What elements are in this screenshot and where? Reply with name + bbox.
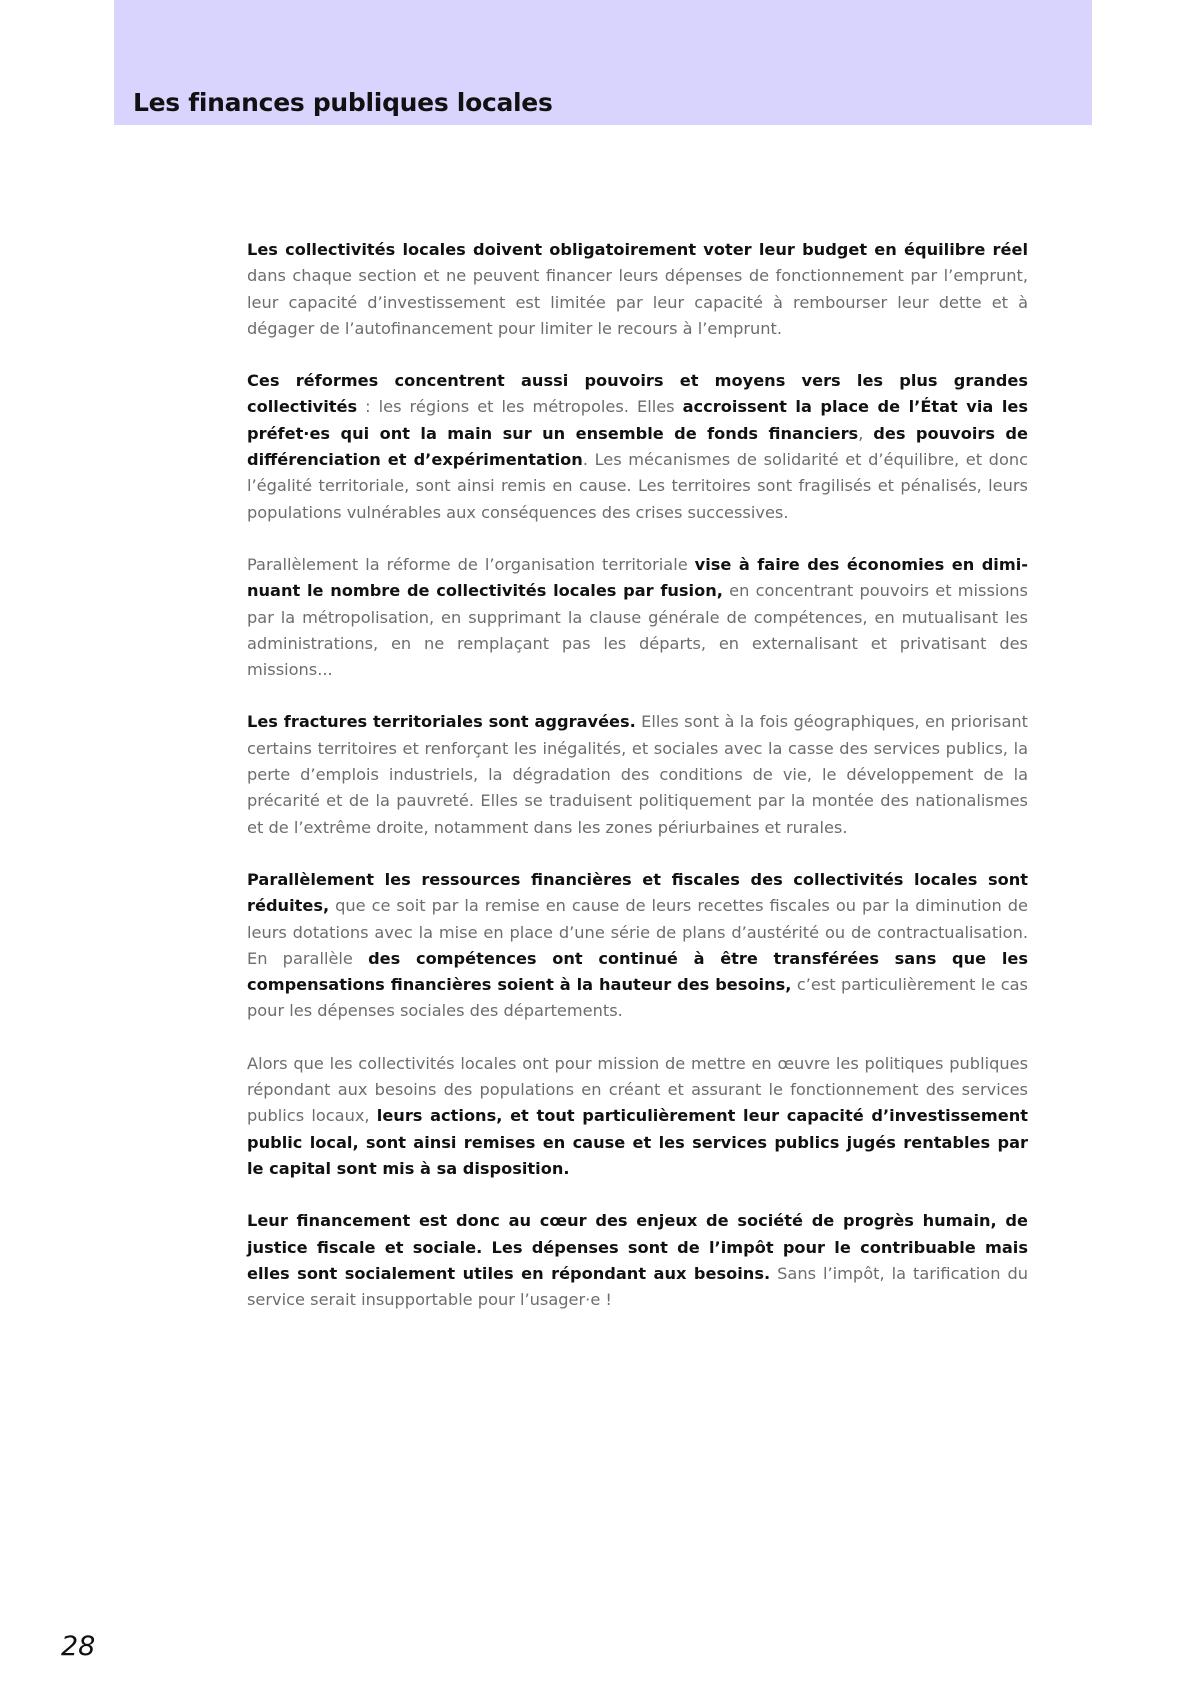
bold-text: Leur financement est donc au cœur des enjeux de société de progrès humain, de justice fiscale et sociale. Les dépenses sont de l’impôt pour le contribuable mais elles sont socialement utiles en répondant aux besoins.: [247, 1211, 1028, 1283]
page-number: 28: [61, 1631, 96, 1662]
bold-text: Les fractures territoriales sont aggravées.: [247, 712, 636, 732]
article-body: [247, 237, 1028, 1339]
body-text: Alors que les collectivités locales ont pour mission de mettre en œuvre les politiques publiques répondant aux besoins des populations en créant et assurant le fonctionnement des services publics locaux,: [247, 1053, 1028, 1126]
paragraph-1: [247, 237, 1028, 342]
body-text: c’est particulièrement le cas pour les dépenses sociales des départements.: [247, 975, 1028, 1021]
body-text: en concentrant pouvoirs et missions par la métropolisation, en supprimant la clause générale de compétences, en mutualisant les administrations, en ne remplaçant pas les départs, en externalisant et privatisant des missions...: [247, 581, 1028, 680]
body-text: dans chaque section et ne peuvent financer leurs dépenses de fonctionnement par l’emprunt, leur capacité d’investissement est limitée par leur capacité à rembourser leur dette et à dégager de l’autofinancement pour limiter le recours à l’emprunt.: [247, 266, 1028, 338]
paragraph-6: [247, 1051, 1028, 1182]
bold-text: accroissent la place de l’État via les préfet·es qui ont la main sur un ensemble de fonds financiers: [247, 397, 1028, 443]
bold-text: Les collectivités locales doivent obligatoirement voter leur budget en équilibre réel: [247, 240, 1028, 259]
paragraph-3: [247, 552, 1028, 683]
bold-text: Parallèlement les ressources financières et fiscales des collectivités locales sont réduites,: [247, 869, 1028, 916]
paragraph-4: [247, 709, 1028, 840]
body-text: Elles sont à la fois géographiques, en priorisant certains territoires et renforçant les inégalités, et sociales avec la casse des services publics, la perte d’emplois industriels, la dégradation des conditions de vie, le développement de la précarité et de la pauvreté. Elles se traduisent politiquement par la montée des nationalismes et de l’extrême droite, notamment dans les zones périurbaines et rurales.: [247, 712, 1028, 837]
body-text: ,: [858, 423, 874, 443]
body-text: Sans l’impôt, la tarification du service serait insupportable pour l’usager·e !: [247, 1263, 1028, 1310]
body-text: que ce soit par la remise en cause de leurs recettes fiscales ou par la diminution de leurs dotations avec la mise en place d’une série de plans d’austérité ou de contractualisation. En parallèle: [247, 896, 1028, 968]
body-text: . Les mécanismes de solidarité et d’équilibre, et donc l’égalité territoriale, sont ainsi remis en cause. Les territoires sont fragilisés et pénalisés, leurs populations vulnérables aux conséquences des crises successives.: [247, 450, 1029, 522]
body-text: Parallèlement la réforme de l’organisation territoriale: [247, 554, 695, 574]
bold-text: leurs actions, et tout particulièrement leur capacité d’investissement public local, sont ainsi remises en cause et les services publics jugés rentables par le capital sont mis à sa disposition.: [247, 1106, 1028, 1178]
bold-text: Ces réformes concentrent aussi pouvoirs et moyens vers les plus grandes collectivités: [247, 371, 1028, 417]
paragraph-2: [247, 368, 1028, 526]
bold-text: des compétences ont continué à être transférées sans que les compensations financières soient à la hauteur des besoins,: [247, 948, 1028, 995]
page-title: Les finances publiques locales: [133, 88, 553, 117]
paragraph-7: [247, 1208, 1028, 1313]
paragraph-5: [247, 867, 1028, 1025]
body-text: : les régions et les métropoles. Elles: [357, 397, 683, 417]
bold-text: vise à faire des économies en diminuant le nombre de collectivités locales par fusion,: [247, 554, 1028, 601]
bold-text: des pouvoirs de différenciation et d’expérimentation: [247, 423, 1028, 470]
